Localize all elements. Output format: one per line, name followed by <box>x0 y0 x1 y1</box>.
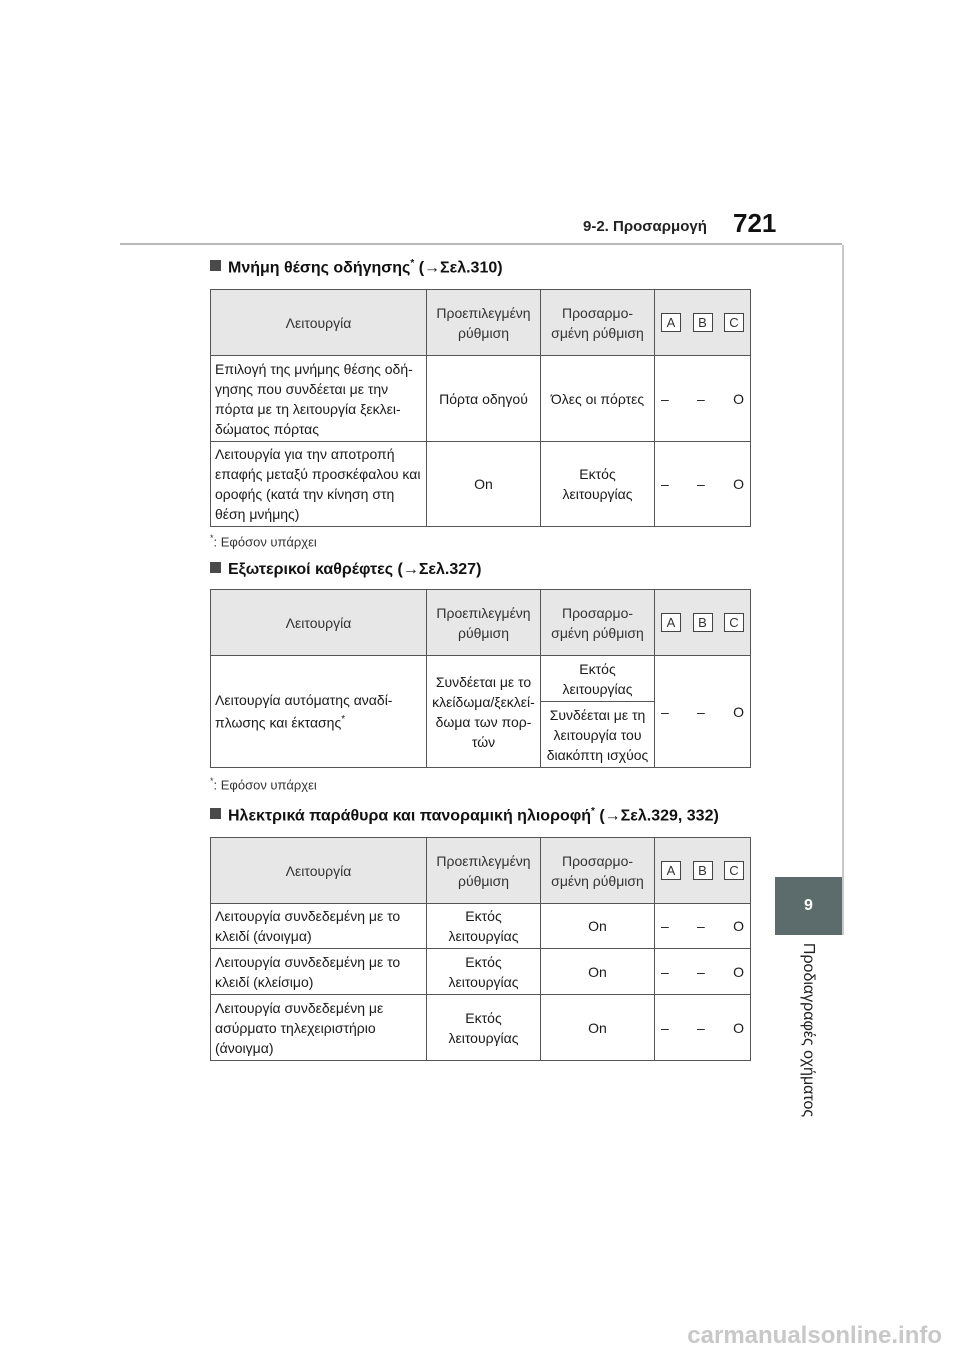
mode-b-box: B <box>693 613 713 632</box>
page-reference[interactable]: (→Σελ.310) <box>418 259 503 277</box>
column-header-abc <box>655 838 751 904</box>
abc-cell: – – O <box>655 356 751 442</box>
section-heading-power-windows-sunroof: Ηλεκτρικά παράθυρα και πανοραμική ηλιοροφή* (→Σελ.329, 332) <box>210 806 719 825</box>
chapter-title: Προδιαγραφές οχήματος <box>800 942 817 1118</box>
abc-cell: – – O <box>655 656 751 768</box>
default-cell: Συνδέεται με το κλείδωμα/ξεκλεί- δωμα των πορ- τών <box>427 656 541 768</box>
function-cell: Επιλογή της μνήμης θέσης οδή- γησης που συνδέεται με την πόρτα με τη λειτουργία ξεκλει- δώματος πόρτας <box>211 356 427 442</box>
section-title: 9-2. Προσαρμογή <box>583 218 707 235</box>
function-cell: Λειτουργία συνδεδεμένη με ασύρματο τηλεχειριστήριο (άνοιγμα) <box>211 995 427 1061</box>
page-number: 721 <box>733 208 777 238</box>
table-row <box>211 995 751 1061</box>
page-reference[interactable]: (→Σελ.329, 332) <box>599 807 719 825</box>
watermark: carmanualsonline.info <box>687 1322 942 1349</box>
abc-cell: – – O <box>655 442 751 527</box>
default-cell: On <box>427 442 541 527</box>
section-heading-exterior-mirrors: Εξωτερικοί καθρέφτες (→Σελ.327) <box>210 561 481 579</box>
mode-a-box: A <box>661 861 681 880</box>
mode-a-box: A <box>661 613 681 632</box>
custom-cell: On <box>541 949 655 995</box>
custom-cell: On <box>541 995 655 1061</box>
column-header-custom: Προσαρμο- σμένη ρύθμιση <box>541 590 655 656</box>
column-header-abc <box>655 590 751 656</box>
custom-cell: Συνδέεται με τη λειτουργία του διακόπτη ισχύος <box>541 702 655 768</box>
custom-cell: Εκτός λειτουργίας <box>541 442 655 527</box>
default-cell: Εκτός λειτουργίας <box>427 949 541 995</box>
square-bullet-icon <box>210 260 221 271</box>
column-header-custom: Προσαρμο- σμένη ρύθμιση <box>541 838 655 904</box>
default-cell: Εκτός λειτουργίας <box>427 904 541 949</box>
footnote: *: Εφόσον υπάρχει <box>210 776 317 793</box>
function-cell: Λειτουργία για την αποτροπή επαφής μεταξύ προσκέφαλου και οροφής (κατά την κίνηση στη θέση μνήμης) <box>211 442 427 527</box>
footnote: *: Εφόσον υπάρχει <box>210 533 317 550</box>
table-row <box>211 356 751 442</box>
column-header-custom: Προσαρμο- σμένη ρύθμιση <box>541 290 655 356</box>
column-header-default: Προεπιλεγμένη ρύθμιση <box>427 838 541 904</box>
column-header-function: Λειτουργία <box>211 290 427 356</box>
custom-cell: Όλες οι πόρτες <box>541 356 655 442</box>
table-header-row <box>211 838 751 904</box>
default-cell: Πόρτα οδηγού <box>427 356 541 442</box>
default-cell: Εκτός λειτουργίας <box>427 995 541 1061</box>
function-cell: Λειτουργία αυτόματης αναδί- πλωσης και έκτασης* <box>211 656 427 768</box>
mode-a-box: A <box>661 313 681 332</box>
column-header-abc <box>655 290 751 356</box>
settings-table-driving-position-memory <box>210 289 751 527</box>
function-cell: Λειτουργία συνδεδεμένη με το κλειδί (άνοιγμα) <box>211 904 427 949</box>
chapter-tab[interactable]: 9 <box>775 877 842 935</box>
table-header-row <box>211 590 751 656</box>
square-bullet-icon <box>210 562 221 573</box>
side-strip <box>842 245 844 935</box>
settings-table-exterior-mirrors <box>210 589 751 768</box>
mode-c-box: C <box>724 861 744 880</box>
abc-cell: – – O <box>655 949 751 995</box>
table-row <box>211 442 751 527</box>
column-header-default: Προεπιλεγμένη ρύθμιση <box>427 290 541 356</box>
settings-table-power-windows <box>210 837 751 1061</box>
section-heading-driving-position-memory: Μνήμη θέσης οδήγησης* (→Σελ.310) <box>210 258 503 277</box>
abc-cell: – – O <box>655 904 751 949</box>
square-bullet-icon <box>210 808 221 819</box>
table-header-row <box>211 290 751 356</box>
header-divider <box>120 243 842 245</box>
table-row <box>211 904 751 949</box>
mode-b-box: B <box>693 861 713 880</box>
abc-cell: – – O <box>655 995 751 1061</box>
table-row <box>211 949 751 995</box>
mode-b-box: B <box>693 313 713 332</box>
table-row <box>211 656 751 702</box>
column-header-function: Λειτουργία <box>211 838 427 904</box>
mode-c-box: C <box>724 613 744 632</box>
column-header-function: Λειτουργία <box>211 590 427 656</box>
column-header-default: Προεπιλεγμένη ρύθμιση <box>427 590 541 656</box>
mode-c-box: C <box>724 313 744 332</box>
page-reference[interactable]: (→Σελ.327) <box>397 561 482 578</box>
function-cell: Λειτουργία συνδεδεμένη με το κλειδί (κλείσιμο) <box>211 949 427 995</box>
custom-cell: Εκτός λειτουργίας <box>541 656 655 702</box>
custom-cell: On <box>541 904 655 949</box>
